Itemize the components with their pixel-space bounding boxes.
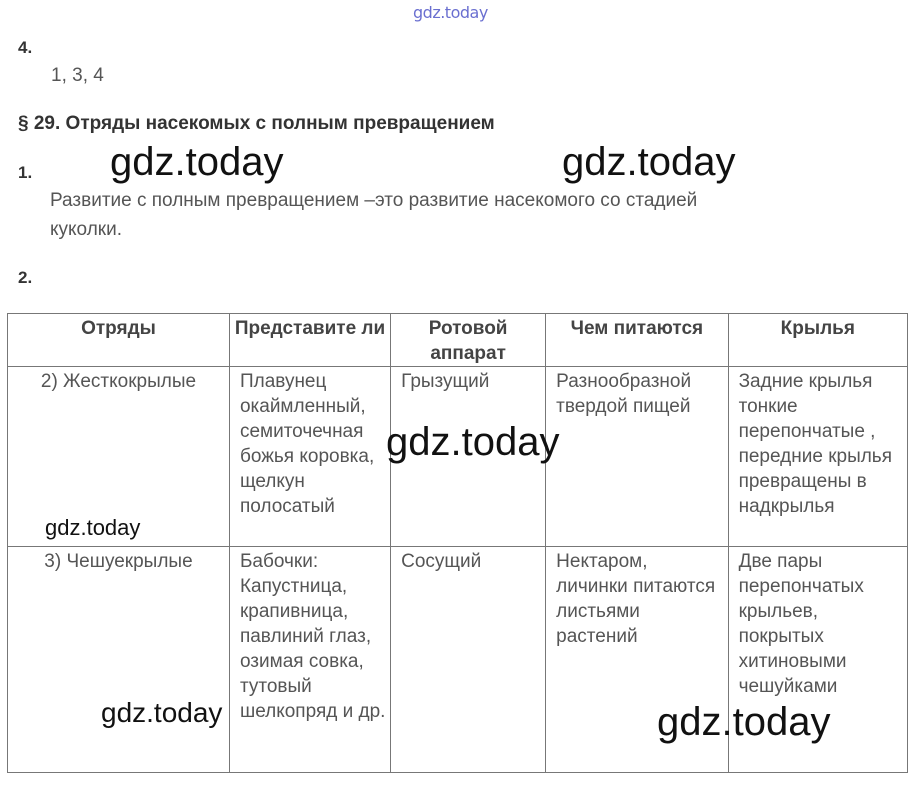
table-cell: Бабочки: Капустница, крапивница, павлиний глаз, озимая совка, тутовый шелкопряд и др. [229,547,390,773]
table-cell: Нектаром, личинки питаются листьями растений [546,547,728,773]
table-cell: Сосущий [391,547,546,773]
watermark: gdz.today [101,697,223,728]
task-1-line-1: Развитие с полным превращением –это развитие насекомого со стадией [50,190,698,211]
watermark: gdz.today [386,420,560,464]
header-representatives: Представите ли [229,314,390,367]
table-cell: Плавунец окаймленный, семиточечная божья коровка, щелкун полосатый [229,367,390,547]
table-cell: Грызущий [391,367,546,547]
header-diet: Чем питаются [546,314,728,367]
watermark: gdz.today [110,140,284,184]
header-mouthparts: Ротовой аппарат [391,314,546,367]
section-title: § 29. Отряды насекомых с полным превращением [18,113,495,134]
watermark: gdz.today [562,140,736,184]
table-cell: Две пары перепончатых крыльев, покрытых хитиновыми чешуйками [728,547,907,773]
watermark: gdz.today [657,700,831,744]
header-orders: Отряды [8,314,230,367]
task-4-answer: 1, 3, 4 [51,65,104,86]
watermark: gdz.today [45,515,141,540]
table-cell: Задние крылья тонкие перепончатые , передние крылья превращены в надкрылья [728,367,907,547]
task-1-number: 1. [18,163,33,182]
task-4-number: 4. [18,38,33,57]
table-cell: 2) Жесткокрылые [8,367,230,547]
watermark-top: gdz.today [413,3,488,22]
table-cell: Разнообразной твердой пищей [546,367,728,547]
task-2-number: 2. [18,268,33,287]
header-wings: Крылья [728,314,907,367]
table-cell: 3) Чешуекрылые [8,547,230,773]
task-1-line-2: куколки. [50,219,122,240]
table-header-row [8,314,908,367]
